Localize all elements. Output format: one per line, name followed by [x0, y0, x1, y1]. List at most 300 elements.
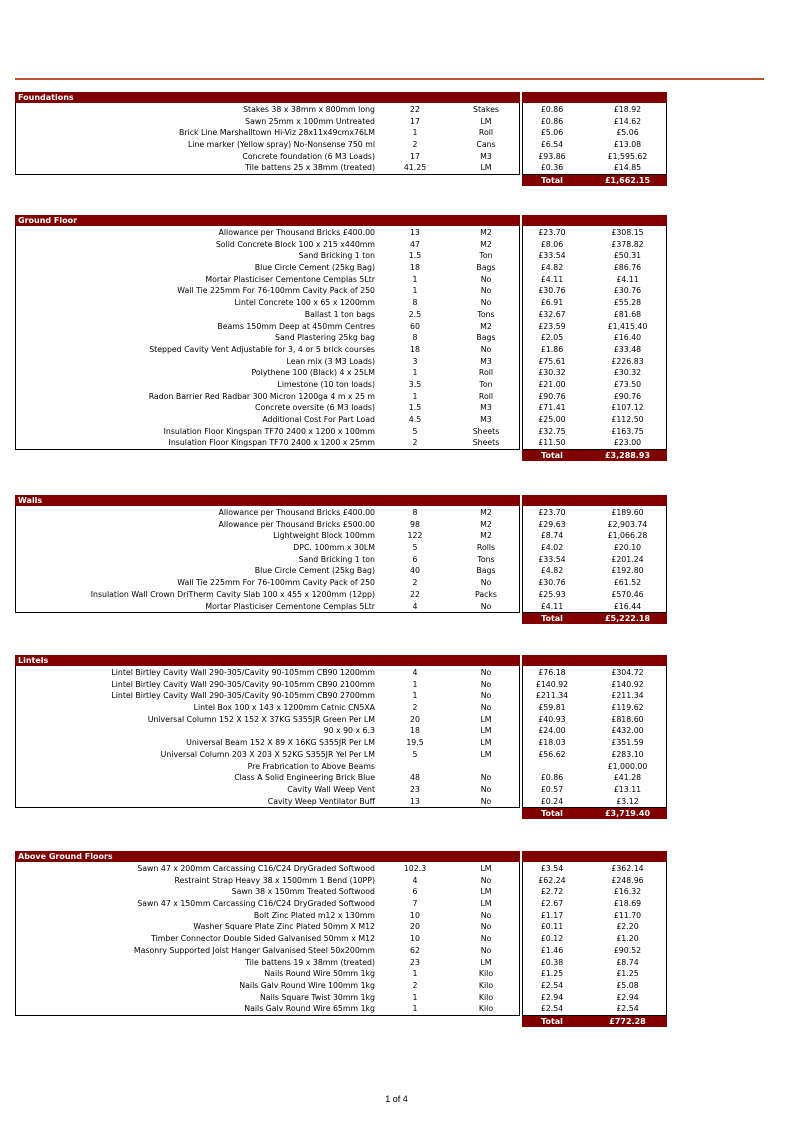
section-total-row: [15, 1016, 667, 1027]
item-total: £5.06: [616, 128, 639, 138]
item-description: Sawn 25mm x 100mm Untreated: [245, 116, 375, 126]
header-rule: [15, 78, 764, 80]
item-total: £13.11: [613, 784, 642, 794]
table-row: [15, 274, 667, 286]
table-row: [15, 875, 667, 887]
item-total: £41.28: [613, 773, 642, 783]
table-row: [15, 667, 667, 679]
table-row: [15, 344, 667, 356]
item-unit: Bags: [476, 333, 496, 343]
item-unit: No: [480, 796, 492, 806]
item-description: Stakes 38 x 38mm x 800mm long: [243, 105, 375, 114]
item-unit: Roll: [478, 391, 494, 401]
table-row: [15, 784, 667, 796]
item-description: Tile battens 25 x 38mm (treated): [245, 163, 375, 173]
item-description: Universal Column 152 X 152 X 37KG S355JR Green Per LM: [147, 714, 375, 724]
item-unit: LM: [480, 749, 492, 759]
item-unit: No: [480, 679, 492, 689]
item-unit-price: £0.11: [540, 922, 564, 932]
table-row: [15, 437, 667, 449]
item-description: Universal Beam 152 X 89 X 16KG S355JR Per LM: [186, 738, 375, 748]
item-unit: LM: [480, 887, 492, 897]
item-unit: M3: [480, 415, 492, 424]
item-unit: No: [480, 910, 492, 920]
table-row: [15, 367, 667, 379]
table-row: [15, 601, 667, 613]
item-total: £33.48: [613, 344, 642, 354]
item-description: Wall Tie 225mm For 76-100mm Cavity Pack of 250: [177, 286, 375, 296]
item-description: Lintel Concrete 100 x 65 x 1200mm: [234, 298, 375, 308]
item-unit: M2: [480, 228, 492, 237]
item-unit-price: £140.92: [535, 679, 569, 689]
table-row: [15, 749, 667, 761]
item-quantity: 5: [412, 749, 418, 759]
table-row: [15, 414, 667, 426]
item-total: £248.96: [611, 875, 644, 885]
section-header: [15, 495, 667, 506]
item-quantity: 4: [412, 601, 418, 611]
item-total: £86.76: [613, 263, 642, 273]
table-row: [15, 391, 667, 403]
item-total: £14.62: [613, 116, 642, 126]
item-unit-price: £4.11: [540, 274, 564, 284]
item-description: Mortar Plasticiser Cementone Cemplas 5Ltr: [205, 274, 375, 284]
total-label: Total: [541, 614, 563, 624]
item-total: £90.76: [613, 391, 642, 401]
item-total: £1.20: [616, 934, 639, 944]
table-row: [15, 309, 667, 321]
section-header: [15, 655, 667, 666]
item-total: £16.32: [613, 887, 642, 897]
table-row: [15, 297, 667, 309]
item-unit-price: £211.34: [535, 691, 569, 701]
item-unit: Roll: [478, 368, 494, 378]
total-value: £772.28: [609, 1017, 646, 1027]
total-label: Total: [541, 451, 563, 461]
item-total: £112.50: [611, 415, 644, 424]
item-quantity: 4: [412, 875, 418, 885]
item-description: Lintel Birtley Cavity Wall 290-305/Cavity 90-105mm CB90 2700mm: [111, 691, 375, 701]
section-header: [15, 851, 667, 862]
item-description: Nails Galv Round Wire 65mm 1kg: [244, 1004, 375, 1014]
item-unit-price: £40.93: [538, 714, 566, 724]
item-total: £16.40: [613, 333, 642, 343]
table-row: [15, 898, 667, 910]
table-row: [15, 250, 667, 262]
item-unit: Roll: [478, 128, 494, 138]
item-unit-price: £0.86: [540, 105, 564, 114]
table-row: [15, 702, 667, 714]
item-unit-price: £4.82: [540, 263, 564, 273]
section-total-row: [15, 175, 667, 186]
item-unit-price: £76.18: [538, 668, 566, 677]
item-unit-price: £0.57: [540, 784, 564, 794]
item-total: £1,066.28: [607, 531, 648, 541]
item-unit-price: £0.86: [540, 773, 564, 783]
section-above-ground-floors: [15, 851, 667, 1027]
item-quantity: 1: [412, 368, 418, 378]
item-unit-price: £8.06: [540, 239, 564, 249]
item-unit-price: £30.32: [538, 368, 566, 378]
item-description: Lintel Birtley Cavity Wall 290-305/Cavity 90-105mm CB90 2100mm: [111, 679, 375, 689]
item-unit: Sheets: [472, 426, 500, 436]
item-total: £30.32: [613, 368, 642, 378]
item-description: Sand Plastering 25kg bag: [275, 333, 375, 343]
item-total: £432.00: [611, 726, 644, 736]
item-quantity: 8: [412, 333, 418, 343]
item-description: Ballast 1 ton bags: [304, 309, 375, 319]
item-description: Universal Column 203 X 203 X 52KG S355JR Yel Per LM: [160, 749, 375, 759]
item-unit-price: £2.54: [540, 1004, 564, 1014]
item-total: £192.80: [611, 566, 644, 576]
item-unit-price: £4.11: [540, 601, 564, 611]
table-row: [15, 933, 667, 945]
item-unit-price: £90.76: [538, 391, 566, 401]
item-total: £20.10: [613, 543, 642, 553]
item-unit: No: [480, 668, 492, 677]
table-row: [15, 772, 667, 784]
item-quantity: 1: [412, 274, 418, 284]
item-unit-price: £59.81: [538, 703, 566, 713]
item-unit: M2: [480, 531, 492, 541]
table-row: [15, 379, 667, 391]
item-description: Polythene 100 (Black) 4 x 25LM: [251, 368, 375, 378]
total-label: Total: [541, 176, 563, 186]
item-total: £61.52: [613, 578, 642, 588]
item-total: £119.62: [611, 703, 644, 713]
item-description: Allowance per Thousand Bricks £500.00: [218, 519, 375, 529]
item-unit-price: £6.91: [540, 298, 564, 308]
item-unit: No: [480, 298, 492, 308]
item-total: £351.59: [611, 738, 644, 748]
item-total: £362.14: [611, 864, 644, 873]
item-unit-price: £23.70: [538, 508, 566, 517]
item-total: £304.72: [611, 668, 644, 677]
table-row: [15, 796, 667, 808]
item-total: £308.15: [611, 228, 644, 237]
item-quantity: 3.5: [408, 379, 422, 389]
item-description: Insulation Wall Crown DriTherm Cavity Slab 100 x 455 x 1200mm (12pp): [90, 589, 375, 599]
item-total: £2,903.74: [607, 519, 648, 529]
item-total: £1,415.40: [607, 321, 648, 331]
table-row: [15, 519, 667, 531]
item-unit-price: £30.76: [538, 578, 566, 588]
item-unit: M3: [480, 403, 492, 413]
item-unit-price: £18.03: [538, 738, 566, 748]
total-value: £3,288.93: [604, 451, 651, 461]
item-quantity: 17: [410, 151, 420, 161]
item-unit: Ton: [479, 251, 493, 261]
item-quantity: 18: [410, 726, 420, 736]
item-unit-price: £1.46: [540, 945, 564, 955]
item-description: Brick Line Marshalltown Hi-Viz 28x11x49cmx76LM: [179, 128, 375, 138]
item-total: £55.28: [613, 298, 642, 308]
item-unit: No: [480, 703, 492, 713]
total-value: £5,222.18: [604, 614, 651, 624]
item-description: Stepped Cavity Vent Adjustable for 3, 4 or 5 brick courses: [149, 344, 375, 354]
table-row: [15, 227, 667, 239]
item-total: £378.82: [611, 239, 644, 249]
item-quantity: 2: [412, 438, 418, 448]
item-unit: No: [480, 601, 492, 611]
item-unit-price: £33.54: [538, 554, 566, 564]
item-unit-price: £62.24: [538, 875, 566, 885]
item-unit-price: £24.00: [538, 726, 566, 736]
item-total: £18.69: [613, 899, 642, 909]
item-total: £73.50: [613, 379, 642, 389]
section-walls: [15, 495, 667, 624]
section-header: [15, 215, 667, 226]
table-row: [15, 945, 667, 957]
table-row: [15, 127, 667, 139]
item-unit: M3: [480, 356, 492, 366]
item-unit: Kilo: [478, 969, 494, 979]
table-row: [15, 980, 667, 992]
item-unit-price: £4.02: [540, 543, 564, 553]
item-unit-price: £2.67: [540, 899, 564, 909]
item-unit-price: £29.63: [538, 519, 566, 529]
item-description: Allowance per Thousand Bricks £400.00: [218, 228, 375, 237]
item-unit: Stakes: [473, 105, 499, 114]
table-row: [15, 679, 667, 691]
item-description: Mortar Plasticiser Cementone Cemplas 5Ltr: [205, 601, 375, 611]
item-quantity: 102.3: [403, 864, 427, 873]
item-unit-price: £25.00: [538, 415, 566, 424]
table-row: [15, 332, 667, 344]
item-total: £283.10: [611, 749, 644, 759]
item-unit: Ton: [479, 379, 493, 389]
item-description: Blue Circle Cement (25kg Bag): [254, 566, 375, 576]
item-quantity: 1: [412, 1004, 418, 1014]
item-unit-price: £5.06: [540, 128, 564, 138]
table-row: [15, 285, 667, 297]
table-row: [15, 356, 667, 368]
item-quantity: 2: [412, 980, 418, 990]
item-total: £4.11: [616, 274, 639, 284]
item-description: Lean mix (3 M3 Loads): [286, 356, 375, 366]
table-row: [15, 886, 667, 898]
item-quantity: 4.5: [408, 415, 422, 424]
item-unit-price: £0.36: [540, 163, 564, 173]
item-total: £1.25: [616, 969, 639, 979]
total-label: Total: [541, 1017, 563, 1027]
item-total: £818.60: [611, 714, 644, 724]
item-unit: Sheets: [472, 438, 500, 448]
item-quantity: 10: [410, 910, 420, 920]
item-unit: LM: [480, 163, 492, 173]
item-unit: LM: [480, 116, 492, 126]
table-row: [15, 761, 667, 773]
item-description: Timber Connector Double Sided Galvanised 50mm x M12: [151, 934, 375, 944]
section-total-row: [15, 450, 667, 461]
item-unit-price: £30.76: [538, 286, 566, 296]
item-quantity: 98: [410, 519, 420, 529]
table-row: [15, 262, 667, 274]
item-quantity: 2: [412, 703, 418, 713]
item-unit: No: [480, 934, 492, 944]
item-total: £570.46: [611, 589, 644, 599]
table-row: [15, 530, 667, 542]
item-unit: M3: [480, 151, 492, 161]
table-row: [15, 402, 667, 414]
item-description: Nails Round Wire 50mm 1kg: [264, 969, 375, 979]
item-unit-price: £71.41: [538, 403, 566, 413]
item-total: £2.20: [616, 922, 639, 932]
item-total: £3.12: [616, 796, 639, 806]
item-unit-price: £23.70: [538, 228, 566, 237]
item-quantity: 47: [410, 239, 420, 249]
item-quantity: 13: [410, 796, 420, 806]
item-unit-price: £2.72: [540, 887, 564, 897]
item-description: Blue Circle Cement (25kg Bag): [254, 263, 375, 273]
item-unit-price: £25.93: [538, 589, 566, 599]
item-unit: No: [480, 578, 492, 588]
item-unit-price: £2.54: [540, 980, 564, 990]
item-unit-price: £32.75: [538, 426, 566, 436]
table-row: [15, 554, 667, 566]
item-quantity: 4: [412, 668, 418, 677]
table-row: [15, 921, 667, 933]
item-unit: LM: [480, 899, 492, 909]
item-description: Nails Galv Round Wire 100mm 1kg: [239, 980, 375, 990]
item-unit-price: £33.54: [538, 251, 566, 261]
item-description: Restraint Strap Heavy 38 x 1500mm 1 Bend (10PP): [174, 875, 375, 885]
section-title: Above Ground Floors: [18, 852, 113, 861]
table-row: [15, 151, 667, 163]
item-quantity: 1.5: [408, 251, 422, 261]
item-unit: LM: [480, 714, 492, 724]
item-total: £226.83: [611, 356, 644, 366]
item-unit: No: [480, 875, 492, 885]
item-quantity: 1: [412, 286, 418, 296]
item-unit-price: £2.94: [540, 992, 564, 1002]
item-description: 90 x 90 x 6.3: [323, 726, 375, 736]
item-quantity: 8: [412, 508, 418, 517]
item-unit: Bags: [476, 566, 496, 576]
item-unit: Bags: [476, 263, 496, 273]
item-description: Bolt Zinc Plated m12 x 130mm: [253, 910, 375, 920]
total-value: £3,719.40: [604, 809, 651, 819]
item-quantity: 23: [410, 784, 420, 794]
item-unit-price: £0.12: [540, 934, 564, 944]
item-total: £140.92: [611, 679, 644, 689]
item-unit-price: £0.38: [540, 957, 564, 967]
table-row: [15, 968, 667, 980]
item-quantity: 20: [410, 922, 420, 932]
item-quantity: 22: [410, 105, 420, 114]
item-quantity: 22: [410, 589, 420, 599]
item-description: Pre Frabrication to Above Beams: [247, 761, 375, 771]
item-unit: Kilo: [478, 1004, 494, 1014]
table-row: [15, 577, 667, 589]
table-row: [15, 589, 667, 601]
item-description: Wall Tie 225mm For 76-100mm Cavity Pack of 250: [177, 578, 375, 588]
item-description: Lintel Birtley Cavity Wall 290-305/Cavity 90-105mm CB90 1200mm: [111, 668, 375, 677]
table-row: [15, 239, 667, 251]
item-description: Insulation Floor Kingspan TF70 2400 x 1200 x 100mm: [163, 426, 375, 436]
item-quantity: 1: [412, 391, 418, 401]
table-row: [15, 957, 667, 969]
item-unit-price: £1.86: [540, 344, 564, 354]
item-description: Radon Barrier Red Radbar 300 Micron 1200ga 4 m x 25 m: [148, 391, 375, 401]
item-unit: LM: [480, 864, 492, 873]
item-description: Sand Bricking 1 ton: [298, 251, 375, 261]
item-unit-price: £1.17: [540, 910, 564, 920]
section-ground-floor: [15, 215, 667, 461]
item-unit: Tons: [477, 554, 495, 564]
item-quantity: 20: [410, 714, 420, 724]
table-row: [15, 507, 667, 519]
item-description: Washer Square Plate Zinc Plated 50mm X M12: [193, 922, 375, 932]
item-quantity: 6: [412, 887, 418, 897]
item-description: Sawn 38 x 150mm Treated Softwood: [231, 887, 375, 897]
item-total: £30.76: [613, 286, 642, 296]
item-unit: No: [480, 945, 492, 955]
section-header: [15, 92, 667, 103]
item-total: £201.24: [611, 554, 644, 564]
table-row: [15, 992, 667, 1004]
item-description: Concrete oversite (6 M3 loads): [255, 403, 375, 413]
item-quantity: 19.5: [406, 738, 424, 748]
item-quantity: 10: [410, 934, 420, 944]
item-total: £16.44: [613, 601, 642, 611]
item-unit-price: £93.86: [538, 151, 566, 161]
item-description: Cavity Weep Ventilator Buff: [267, 796, 375, 806]
item-quantity: 3: [412, 356, 418, 366]
item-total: £23.00: [613, 438, 642, 448]
item-description: Line marker (Yellow spray) No-Nonsense 750 ml: [187, 140, 375, 150]
item-unit: M2: [480, 321, 492, 331]
item-description: Insulation Floor Kingspan TF70 2400 x 1200 x 25mm: [168, 438, 375, 448]
table-row: [15, 426, 667, 438]
table-row: [15, 910, 667, 922]
item-quantity: 62: [410, 945, 420, 955]
item-description: Concrete foundation (6 M3 Loads): [242, 151, 375, 161]
item-unit-price: £4.82: [540, 566, 564, 576]
item-total: £1,595.62: [607, 151, 648, 161]
item-unit-price: £8.74: [540, 531, 564, 541]
item-description: Cavity Wall Weep Vent: [287, 784, 375, 794]
item-unit-price: £6.54: [540, 140, 564, 150]
item-total: £14.85: [613, 163, 642, 173]
item-total: £50.31: [613, 251, 642, 261]
item-total: £8.74: [616, 957, 639, 967]
item-description: Sawn 47 x 200mm Carcassing C16/C24 DryGraded Softwood: [137, 864, 375, 873]
item-quantity: 6: [412, 554, 418, 564]
item-quantity: 17: [410, 116, 420, 126]
item-unit-price: £1.25: [540, 969, 564, 979]
table-row: [15, 725, 667, 737]
item-description: Limestone (10 ton loads): [277, 379, 375, 389]
item-total: £13.08: [613, 140, 642, 150]
item-description: Lightweight Block 100mm: [273, 531, 375, 541]
item-quantity: 5: [412, 543, 418, 553]
item-quantity: 23: [410, 957, 420, 967]
item-quantity: 122: [407, 531, 423, 541]
section-title: Lintels: [18, 656, 49, 665]
item-total: £2.54: [616, 1004, 639, 1014]
item-quantity: 1: [412, 691, 418, 701]
item-description: Sawn 47 x 150mm Carcassing C16/C24 DryGraded Softwood: [137, 899, 375, 909]
item-description: Additional Cost For Part Load: [262, 415, 375, 424]
table-row: [15, 104, 667, 116]
table-row: [15, 542, 667, 554]
item-unit: No: [480, 773, 492, 783]
item-total: £2.94: [616, 992, 639, 1002]
total-label: Total: [541, 809, 563, 819]
total-value: £1,662.15: [604, 176, 651, 186]
item-unit: LM: [480, 738, 492, 748]
